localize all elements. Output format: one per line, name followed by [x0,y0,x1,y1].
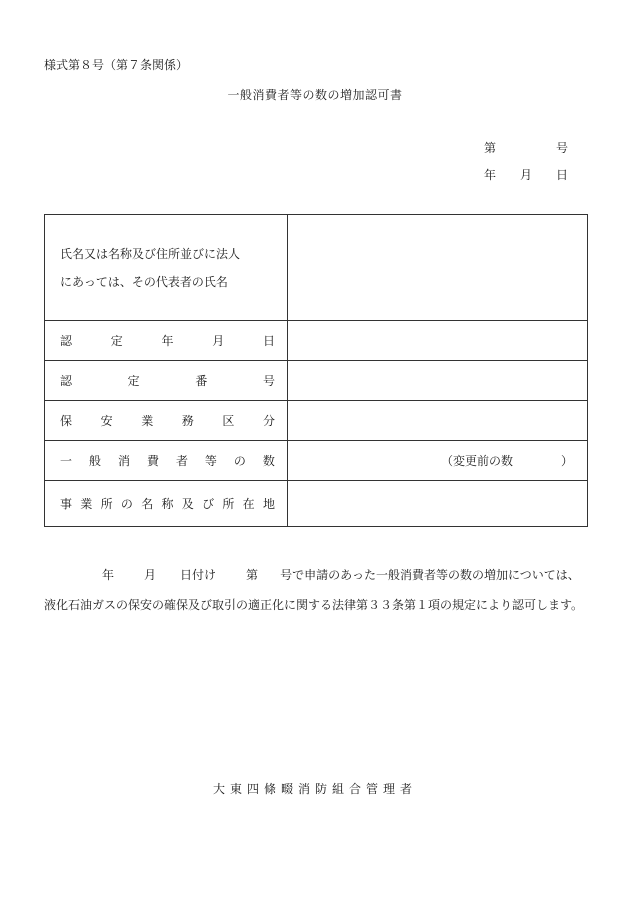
table-row [45,441,588,481]
date-month: 月 [520,168,533,182]
statement-line-1 [44,560,588,590]
label-char: 定 [110,334,123,348]
label-char: 定 [127,374,140,388]
label-consumer-count [45,441,288,481]
label-char: 業 [80,497,93,511]
label-char: の [120,497,133,511]
date-year: 年 [484,168,497,182]
table-row [45,401,588,441]
statement-line-2: 液化石油ガスの保安の確保及び取引の適正化に関する法律第３３条第１項の規定により認可します。 [44,598,584,612]
label-char: 地 [262,497,275,511]
table-row [45,361,588,401]
table-row [45,481,588,527]
value-approval-number [288,361,588,401]
date-day: 日 [556,168,569,182]
label-char: 所 [222,497,235,511]
label-char: 号 [262,374,275,388]
label-char: 事 [60,497,73,511]
statement-go-text: 号で申請のあった一般消費者等の数の増加については、 [280,568,580,582]
label-char: 認 [60,334,73,348]
label-char: 認 [60,374,73,388]
value-office-name-location [288,481,588,527]
label-char: 日 [262,334,275,348]
reference-go: 号 [556,141,569,155]
label-char: 者 [175,454,188,468]
statement-year: 年 [102,568,115,582]
table-row [45,321,588,361]
label-char: の [233,454,246,468]
label-char: 区 [222,414,235,428]
label-char: 称 [161,497,174,511]
issuer-name: 大東四條畷消防組合管理者 [212,782,417,796]
statement-dai: 第 [246,568,259,582]
value-applicant [288,215,588,321]
statement-dated: 日付け [180,568,217,582]
form-number: 様式第８号（第７条関係） [44,58,189,72]
label-char: 消 [117,454,130,468]
label-char: 月 [212,334,225,348]
value-security-category [288,401,588,441]
label-office-name-location [45,481,288,527]
label-char: 等 [204,454,217,468]
label-security-category [45,401,288,441]
label-char: 費 [146,454,159,468]
approval-statement [44,560,588,620]
label-char: 所 [100,497,113,511]
approval-form-table [44,214,588,527]
statement-month: 月 [144,568,157,582]
value-consumer-count: （変更前の数 ） [288,441,588,481]
label-char: 業 [141,414,154,428]
label-char: 一 [60,454,73,468]
label-char: 保 [60,414,73,428]
label-applicant-line1: 氏名又は名称及び住所並びに法人 [60,246,241,261]
label-char: 数 [262,454,275,468]
label-char: 名 [141,497,154,511]
reference-dai: 第 [484,141,497,155]
label-applicant-line2: にあっては、その代表者の氏名 [60,274,228,289]
label-char: び [202,497,215,511]
label-char: 年 [161,334,174,348]
label-applicant [45,215,288,321]
label-char: 番 [195,374,208,388]
label-approval-date [45,321,288,361]
label-char: 在 [242,497,255,511]
label-char: 般 [88,454,101,468]
label-char: 及 [181,497,194,511]
document-title: 一般消費者等の数の増加認可書 [227,88,403,102]
label-char: 分 [262,414,275,428]
label-approval-number [45,361,288,401]
label-char: 安 [100,414,113,428]
label-char: 務 [181,414,194,428]
table-row [45,215,588,321]
value-approval-date [288,321,588,361]
